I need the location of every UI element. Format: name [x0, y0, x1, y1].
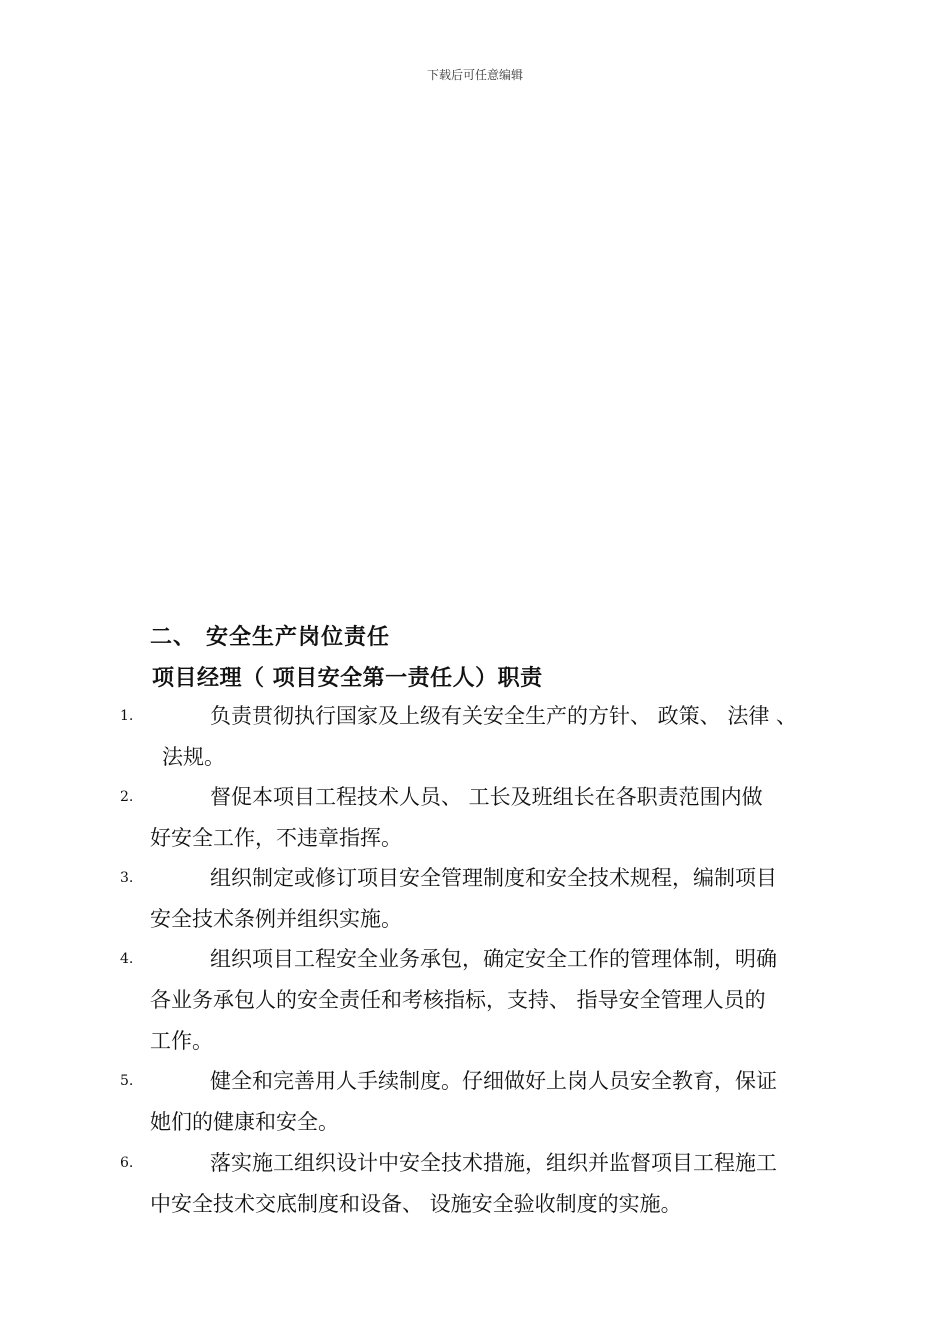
- item-text-line: 落实施工组织设计中安全技术措施，组织并监督项目工程施工: [210, 1151, 777, 1175]
- item-text-line: 法规。: [162, 745, 225, 769]
- item-number: 1.: [120, 708, 134, 724]
- item-text-line: 她们的健康和安全。: [150, 1110, 339, 1134]
- item-text-line: 督促本项目工程技术人员、 工长及班组长在各职责范围内做: [210, 785, 763, 809]
- item-text-line: 各业务承包人的安全责任和考核指标，支持、 指导安全管理人员的: [150, 988, 766, 1012]
- item-text-line: 组织制定或修订项目安全管理制度和安全技术规程，编制项目: [210, 866, 777, 890]
- item-number: 5.: [120, 1073, 134, 1089]
- item-number: 3.: [120, 870, 134, 886]
- section-heading: [150, 620, 390, 651]
- section-title: 安全生产岗位责任: [206, 625, 391, 650]
- item-number: 4.: [120, 951, 134, 967]
- item-text-line: 安全技术条例并组织实施。: [150, 907, 402, 931]
- item-number: 2.: [120, 789, 134, 805]
- item-text-line: 好安全工作，不违章指挥。: [150, 826, 402, 850]
- item-text-line: 健全和完善用人手续制度。仔细做好上岗人员安全教育，保证: [210, 1069, 777, 1093]
- item-text-line: 工作。: [150, 1029, 213, 1053]
- subheading: 项目经理（ 项目安全第一责任人）职责: [152, 666, 543, 691]
- page-header-note: 下载后可任意编辑: [426, 68, 523, 82]
- item-text-line: 组织项目工程安全业务承包，确定安全工作的管理体制，明确: [210, 947, 777, 971]
- item-text-line: 负责贯彻执行国家及上级有关安全生产的方针、 政策、 法律 、: [210, 704, 798, 728]
- item-text-line: 中安全技术交底制度和设备、 设施安全验收制度的实施。: [150, 1192, 682, 1216]
- section-number: 二、: [150, 625, 197, 650]
- item-number: 6.: [120, 1155, 134, 1171]
